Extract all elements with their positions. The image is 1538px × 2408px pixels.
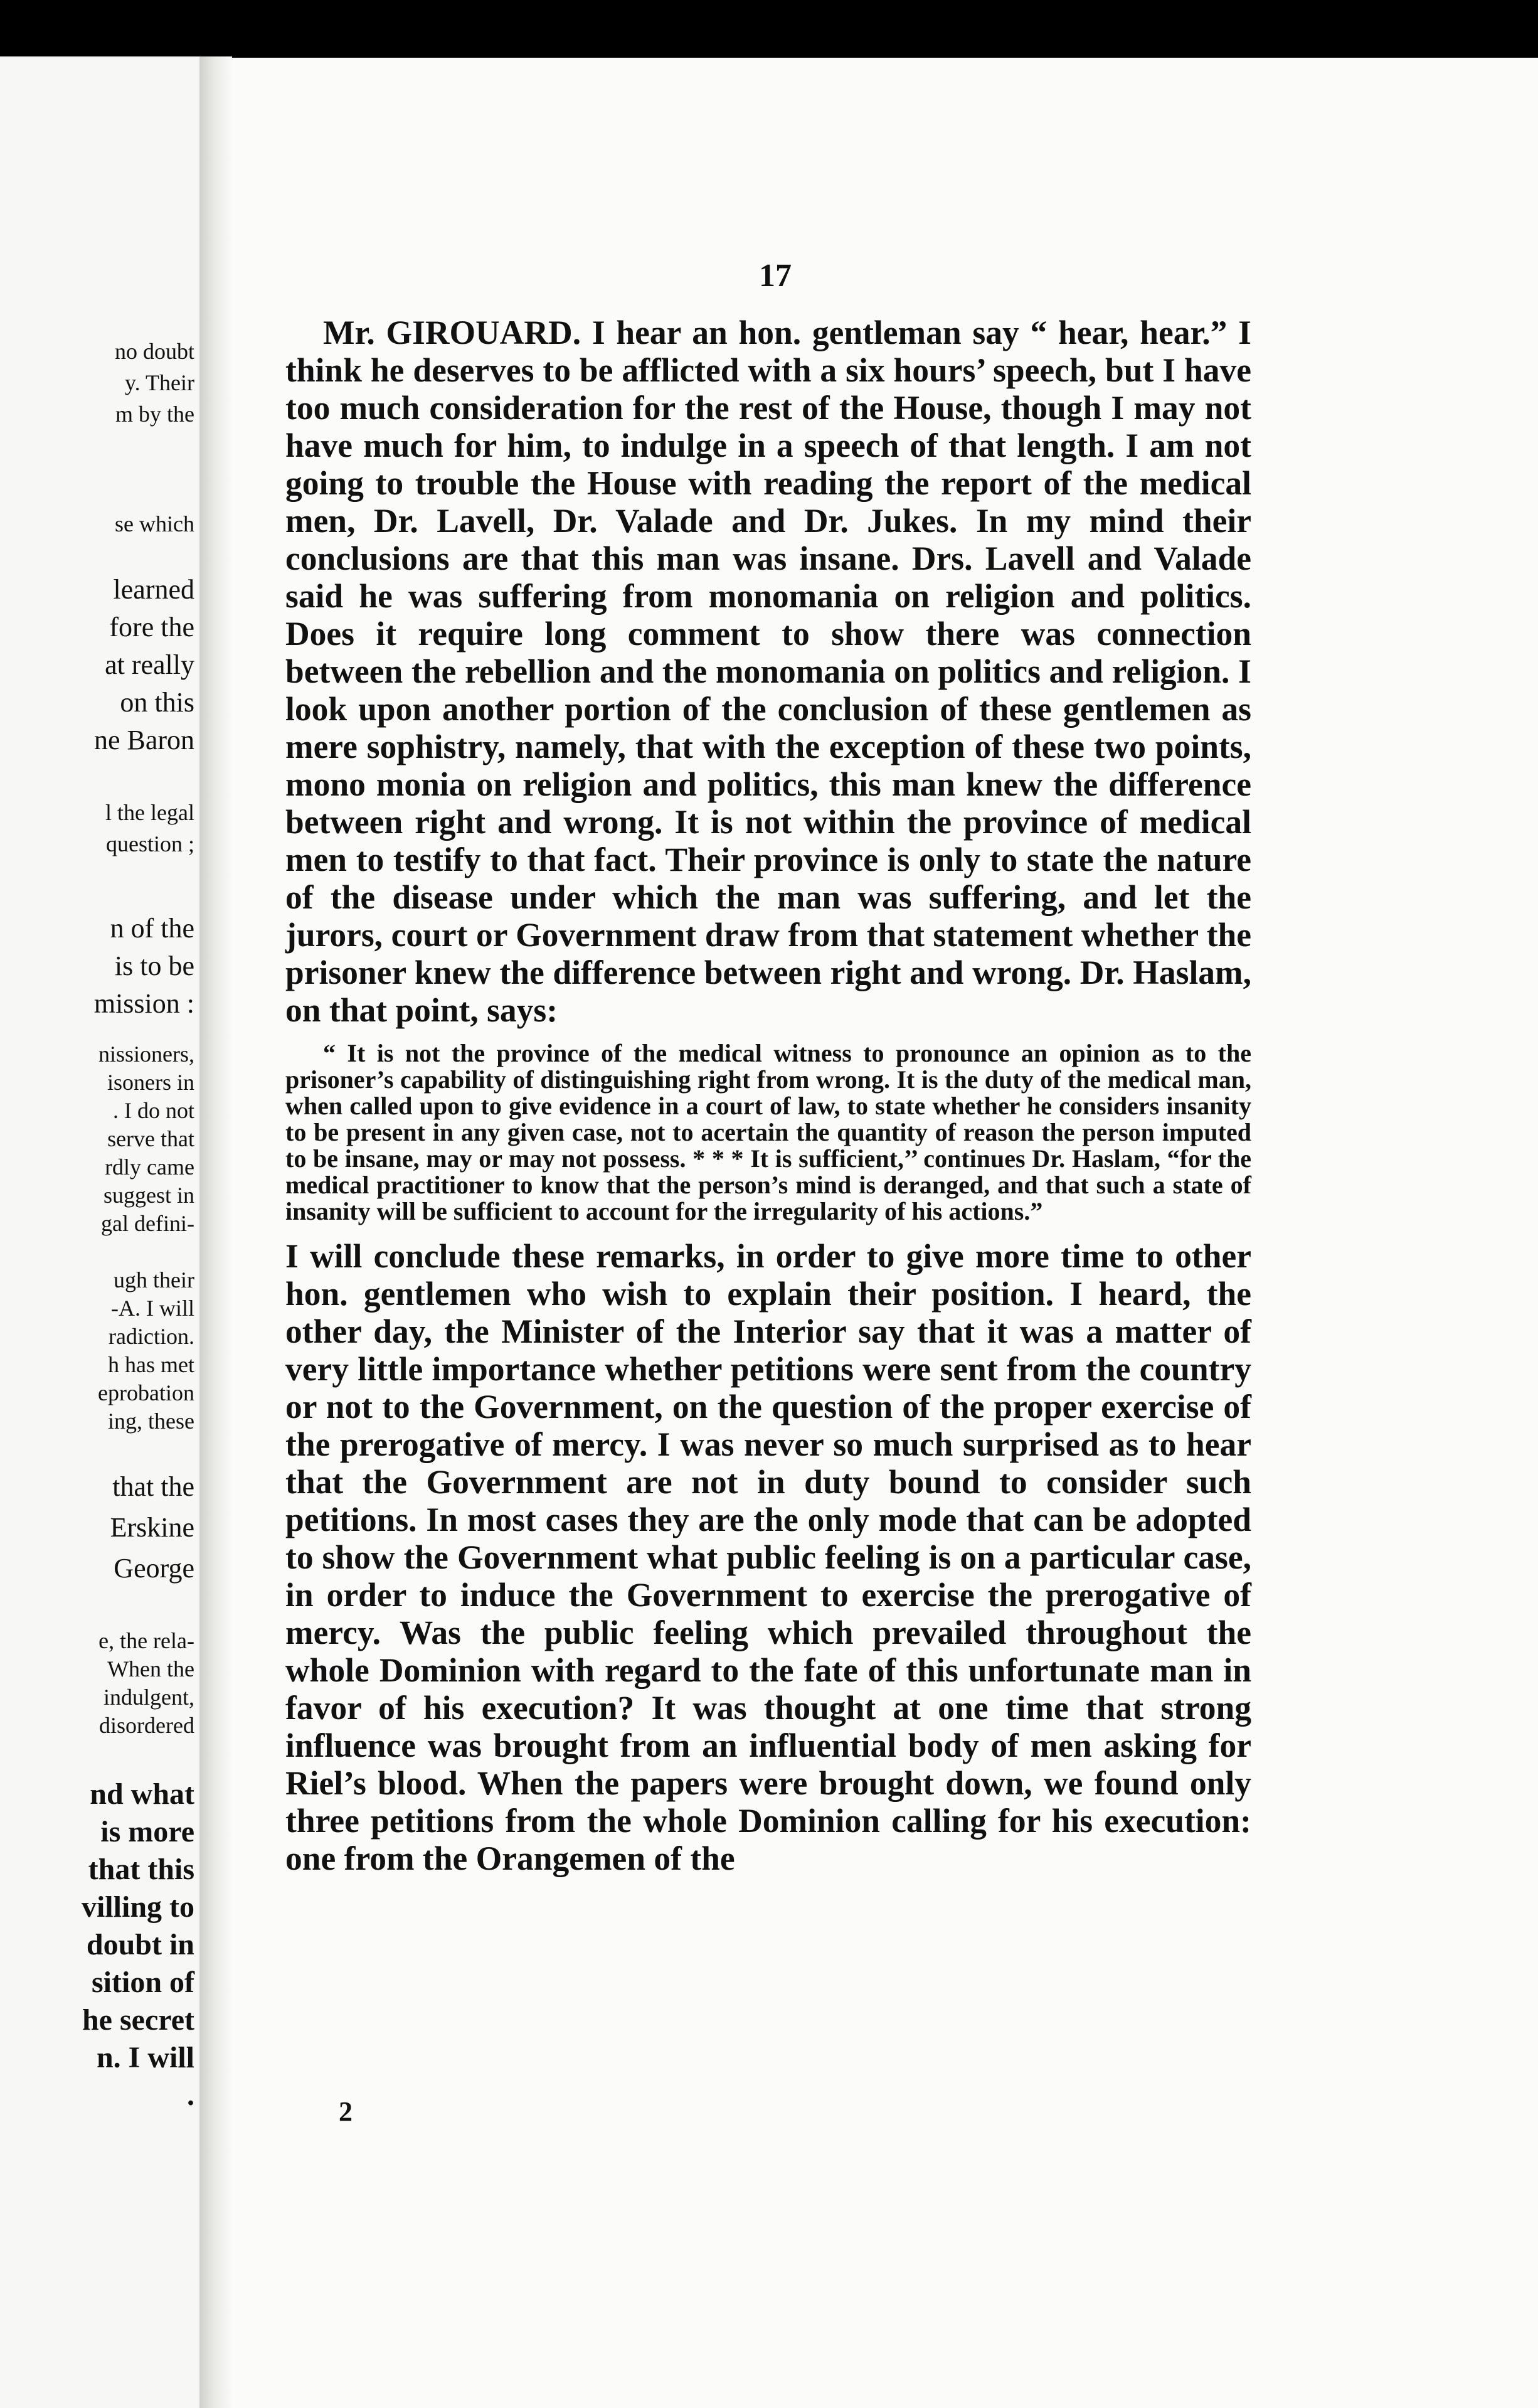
left-page-text-fragment: . I do not	[113, 1098, 194, 1123]
left-page-text-fragment: he secret	[82, 2003, 194, 2037]
left-page-text-fragment: learned	[113, 574, 194, 605]
left-page-text-fragment: is to be	[114, 951, 194, 981]
left-page-text-fragment: eprobation	[98, 1380, 194, 1405]
left-page-text-fragment: sition of	[91, 1966, 194, 1999]
left-page-text-fragment: ugh their	[114, 1267, 194, 1292]
paragraph-girouard-speech: Mr. GIROUARD. I hear an hon. gentleman say “ hear, hear.” I think he deserves to be afflicted with a six hours’ speech, but I have too much consideration for the rest of the House, though I may not have much for him, to indulge in a speech of that length. I am not going to trouble the House with reading the report of the medical men, Dr. Lavell, Dr. Valade and Dr. Jukes. In my mind their conclusions are that this man was insane. Drs. Lavell and Valade said he was suffering from monomania on religion and politics. Does it require long comment to show there was connection between the rebellion and the monomania on politics and religion. I look upon another portion of the conclusion of these gentlemen as mere sophistry, namely, that with the exception of these two points, mono monia on religion and politics, this man knew the difference between right and wrong. It is not within the province of medical men to testify to that fact. Their province is only to state the nature of the disease under which the man was suffering, and let the jurors, court or Government draw from that statement whether the prisoner knew the difference between right and wrong. Dr. Haslam, on that point, says:	[285, 314, 1251, 1029]
haslam-quotation: “ It is not the province of the medical witness to pronounce an opinion as to the prisoner’s capability of distinguishing right from wrong. It is the duty of the medical man, when called upon to give evidence in a court of law, to state whether he considers insanity to be present in any given case, not to acertain the quantity of reason the person imputed to be insane, may or may not possess. * * * It is sufficient,’’ continues Dr. Haslam, “for the medical practitioner to know that the person’s mind is deranged, and that such a state of insanity will be sufficient to account for the irregularity of his actions.”	[285, 1039, 1251, 1225]
left-page-text-fragment: gal defini-	[101, 1211, 194, 1236]
left-page-text-fragment: nissioners,	[98, 1042, 194, 1067]
left-page-text-fragment: at really	[105, 649, 194, 680]
left-page-text-fragment: is more	[100, 1815, 194, 1848]
left-page-text-fragment: serve that	[107, 1126, 194, 1151]
left-page-text-fragment: l the legal	[105, 800, 194, 825]
left-page-fragment	[0, 56, 199, 2408]
left-page-text-fragment: e, the rela-	[98, 1628, 194, 1653]
left-page-text-fragment: n of the	[110, 913, 194, 944]
left-page-text-fragment: fore the	[109, 612, 194, 642]
left-page-text-fragment: question ;	[106, 831, 194, 856]
left-page-text-fragment: .	[187, 2079, 194, 2112]
left-page-text-fragment: When the	[107, 1656, 194, 1681]
left-page-text-fragment: nd what	[90, 1777, 194, 1811]
left-page-text-fragment: y. Their	[125, 370, 194, 395]
page-number: 17	[759, 258, 792, 294]
signature-mark: 2	[339, 2096, 353, 2127]
left-page-text-fragment: doubt in	[86, 1928, 194, 1961]
left-page-text-fragment: no doubt	[114, 339, 194, 364]
left-page-text-fragment: on this	[120, 687, 194, 718]
book-gutter	[199, 56, 232, 2408]
left-page-text-fragment: rdly came	[105, 1154, 194, 1180]
left-page-text-fragment: villing to	[81, 1890, 194, 1924]
left-page-text-fragment: indulgent,	[103, 1685, 194, 1710]
left-page-text-fragment: se which	[115, 511, 194, 536]
left-page-text-fragment: George	[114, 1553, 194, 1584]
left-page-text-fragment: n. I will	[96, 2041, 194, 2074]
left-page-text-fragment: ne Baron	[93, 725, 194, 755]
left-page-text-fragment: ing, these	[108, 1409, 194, 1434]
left-page-text-fragment: disordered	[99, 1713, 194, 1738]
left-page-text-fragment: m by the	[115, 402, 194, 427]
left-page-text-fragment: radiction.	[109, 1324, 194, 1349]
main-text-column	[285, 314, 1251, 1877]
left-page-text-fragment: isoners in	[107, 1070, 194, 1095]
left-page-text-fragment: suggest in	[103, 1183, 194, 1208]
left-page-text-fragment: -A. I will	[111, 1296, 194, 1321]
left-page-text-fragment: mission :	[93, 988, 194, 1019]
left-page-text-fragment: that this	[88, 1853, 194, 1886]
left-page-text-fragment: Erskine	[110, 1512, 194, 1543]
left-page-text-fragment: that the	[112, 1471, 194, 1502]
left-page-text-fragment: h has met	[108, 1352, 194, 1377]
paragraph-petitions: I will conclude these remarks, in order to give more time to other hon. gentlemen who wish to explain their position. I heard, the other day, the Minister of the Interior say that it was a matter of very little importance whether petitions were sent from the country or not to the Government, on the question of the proper exercise of the prerogative of mercy. I was never so much surprised as to hear that the Government are not in duty bound to consider such petitions. In most cases they are the only mode that can be adopted to show the Government what public feeling is on a particular case, in order to induce the Government to exercise the prerogative of mercy. Was the public feeling which prevailed throughout the whole Dominion with regard to the fate of this unfortunate man in favor of his execution? It was thought at one time that strong influence was brought from an influential body of men asking for Riel’s blood. When the papers were brought down, we found only three petitions from the whole Dominion calling for his execution: one from the Orangemen of the	[285, 1237, 1251, 1877]
